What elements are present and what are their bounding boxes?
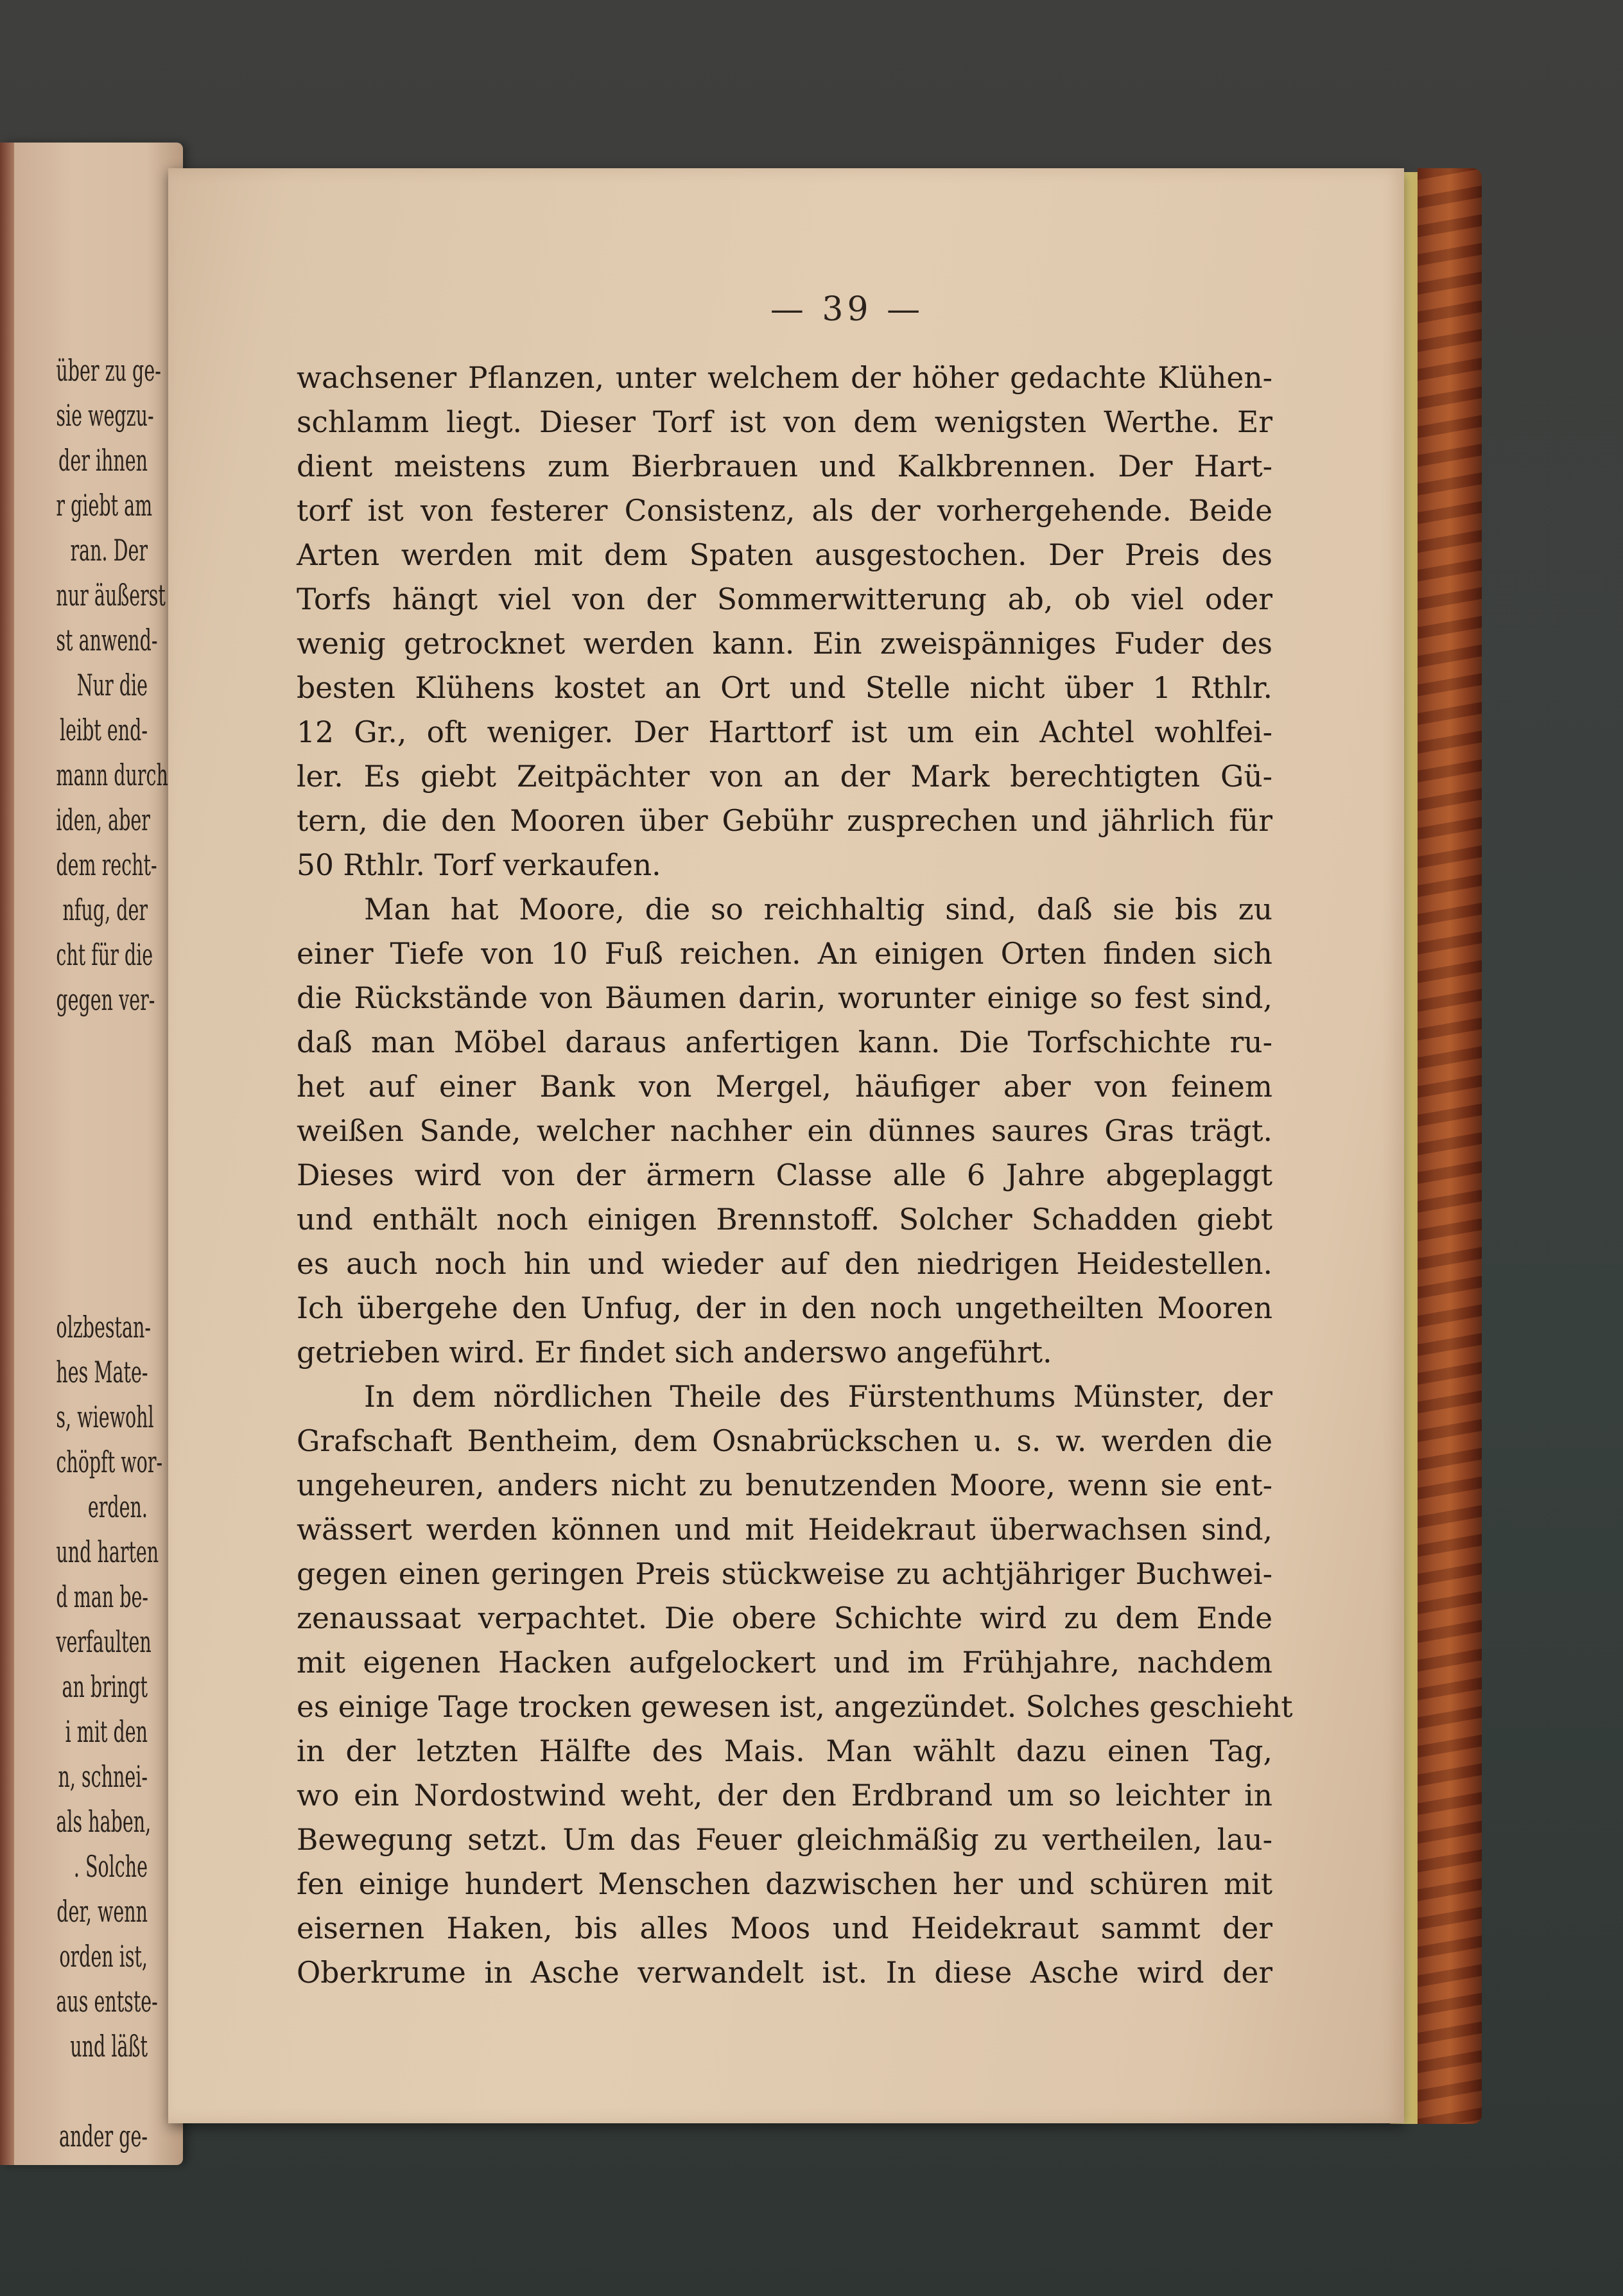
previous-page-line: mann durch	[56, 758, 168, 792]
text-line: Oberkrume in Asche verwandelt ist. In diese Asche wird der	[297, 1956, 1272, 1990]
previous-page-line: i mit den	[65, 1714, 148, 1749]
text-line: dient meistens zum Bierbrauen und Kalkbrennen. Der Hart-	[297, 449, 1272, 483]
text-line: het auf einer Bank von Mergel, häufiger aber von feinem	[297, 1070, 1272, 1104]
text-line: besten Klühens kostet an Ort und Stelle nicht über 1 Rthlr.	[297, 671, 1272, 705]
previous-page-line	[56, 2069, 148, 2114]
previous-page-line: dem recht-	[56, 848, 157, 882]
previous-page-line: und harten	[56, 1535, 159, 1569]
previous-page-line: . Solche	[73, 1849, 148, 1884]
previous-page-line: iden, aber	[56, 803, 150, 837]
previous-page-line: n, schnei-	[58, 1759, 148, 1794]
previous-page-line: d man be-	[56, 1579, 148, 1614]
previous-page-line: über zu ge-	[56, 353, 161, 388]
page-body-text	[297, 356, 1293, 1995]
text-line: schlamm liegt. Dieser Torf ist von dem wenigsten Werthe. Er	[297, 405, 1272, 439]
previous-page-line: cht für die	[56, 937, 153, 972]
text-line: Grafschaft Bentheim, dem Osnabrückschen u. s. w. werden die	[297, 1424, 1272, 1458]
previous-page-text-top	[56, 348, 168, 1022]
text-line: ungeheuren, anders nicht zu benutzenden Moore, wenn sie ent-	[297, 1468, 1272, 1502]
text-line: getrieben wird. Er findet sich anderswo angeführt.	[297, 1335, 1052, 1370]
text-line: daß man Möbel daraus anfertigen kann. Die Torfschichte ru-	[297, 1025, 1272, 1059]
previous-page-line: s, wiewohl	[56, 1400, 154, 1434]
text-line: Arten werden mit dem Spaten ausgestochen. Der Preis des	[297, 538, 1272, 572]
text-line: tern, die den Mooren über Gebühr zusprechen und jährlich für	[297, 804, 1272, 838]
text-line: torf ist von festerer Consistenz, als der vorhergehende. Beide	[297, 494, 1272, 528]
text-line: Torfs hängt viel von der Sommerwitterung ab, ob viel oder	[297, 582, 1272, 616]
previous-page-line: gegen ver-	[56, 982, 155, 1017]
previous-page-line: nfug, der	[62, 892, 148, 927]
text-line: einer Tiefe von 10 Fuß reichen. An einigen Orten finden sich	[297, 937, 1272, 971]
text-line: weißen Sande, welcher nachher ein dünnes saures Gras trägt.	[297, 1114, 1272, 1148]
book-cover	[1418, 168, 1482, 2124]
text-line: zenaussaat verpachtet. Die obere Schichte wird zu dem Ende	[297, 1601, 1272, 1635]
previous-page-line: der ihnen	[58, 443, 148, 478]
previous-page-line: Nur die	[76, 668, 148, 702]
text-line: Man hat Moore, die so reichhaltig sind, daß sie bis zu	[364, 892, 1272, 926]
previous-page-line: aus entste-	[56, 1984, 158, 2019]
previous-page-line: der, wenn	[56, 1894, 148, 1929]
previous-page-line: sie wegzu-	[56, 398, 154, 433]
text-line: eisernen Haken, bis alles Moos und Heidekraut sammt der	[297, 1911, 1272, 1945]
previous-page-line: ander ge-	[59, 2119, 148, 2153]
previous-page-line: verfaulten	[56, 1624, 152, 1659]
previous-page-line: als haben,	[56, 1804, 152, 1839]
text-line: 12 Gr., oft weniger. Der Harttorf ist um ein Achtel wohlfei-	[297, 715, 1272, 749]
page-number: — 39 —	[770, 290, 924, 329]
current-page	[168, 168, 1404, 2123]
text-line: mit eigenen Hacken aufgelockert und im Frühjahre, nachdem	[297, 1646, 1272, 1680]
previous-page-line: st anwend-	[56, 623, 158, 657]
previous-page-text-bottom	[56, 1305, 163, 2159]
text-line: wässert werden können und mit Heidekraut überwachsen sind,	[297, 1513, 1272, 1547]
previous-page-line: ran. Der	[70, 533, 148, 568]
text-line: wachsener Pflanzen, unter welchem der höher gedachte Klühen-	[297, 361, 1272, 395]
text-line: wo ein Nordostwind weht, der den Erdbrand um so leichter in	[297, 1779, 1272, 1813]
text-line: und enthält noch einigen Brennstoff. Solcher Schadden giebt	[297, 1203, 1272, 1237]
previous-page-line: hes Mate-	[56, 1355, 148, 1389]
previous-page	[0, 143, 183, 2165]
text-line: In dem nördlichen Theile des Fürstenthums Münster, der	[364, 1380, 1272, 1414]
previous-page-line: leibt end-	[59, 713, 148, 747]
text-line: gegen einen geringen Preis stückweise zu achtjähriger Buchwei-	[297, 1557, 1272, 1591]
previous-page-line: r giebt am	[56, 488, 153, 523]
previous-page-line: nur äußerst	[56, 578, 166, 613]
text-line: 50 Rthlr. Torf verkaufen.	[297, 848, 661, 882]
text-line: fen einige hundert Menschen dazwischen her und schüren mit	[297, 1867, 1272, 1901]
previous-page-line: chöpft wor-	[56, 1445, 163, 1479]
previous-page-line: und läßt	[70, 2029, 148, 2064]
text-line: wenig getrocknet werden kann. Ein zweispänniges Fuder des	[297, 627, 1272, 661]
text-line: Dieses wird von der ärmern Classe alle 6 Jahre abgeplaggt	[297, 1158, 1272, 1192]
previous-page-line: orden ist,	[59, 1939, 148, 1974]
previous-page-line: an bringt	[62, 1669, 148, 1704]
previous-page-edge	[0, 143, 14, 2165]
previous-page-line: erden.	[87, 1490, 148, 1524]
text-line: es auch noch hin und wieder auf den niedrigen Heidestellen.	[297, 1247, 1272, 1281]
text-line: in der letzten Hälfte des Mais. Man wählt dazu einen Tag,	[297, 1734, 1272, 1768]
previous-page-line: olzbestan-	[56, 1310, 151, 1344]
text-line: ler. Es giebt Zeitpächter von an der Mark berechtigten Gü-	[297, 760, 1272, 794]
text-line: Ich übergehe den Unfug, der in den noch ungetheilten Mooren	[297, 1291, 1272, 1325]
text-line: Bewegung setzt. Um das Feuer gleichmäßig zu vertheilen, lau-	[297, 1823, 1272, 1857]
text-line: es einige Tage trocken gewesen ist, angezündet. Solches geschieht	[297, 1690, 1293, 1724]
text-line: die Rückstände von Bäumen darin, worunter einige so fest sind,	[297, 981, 1272, 1015]
